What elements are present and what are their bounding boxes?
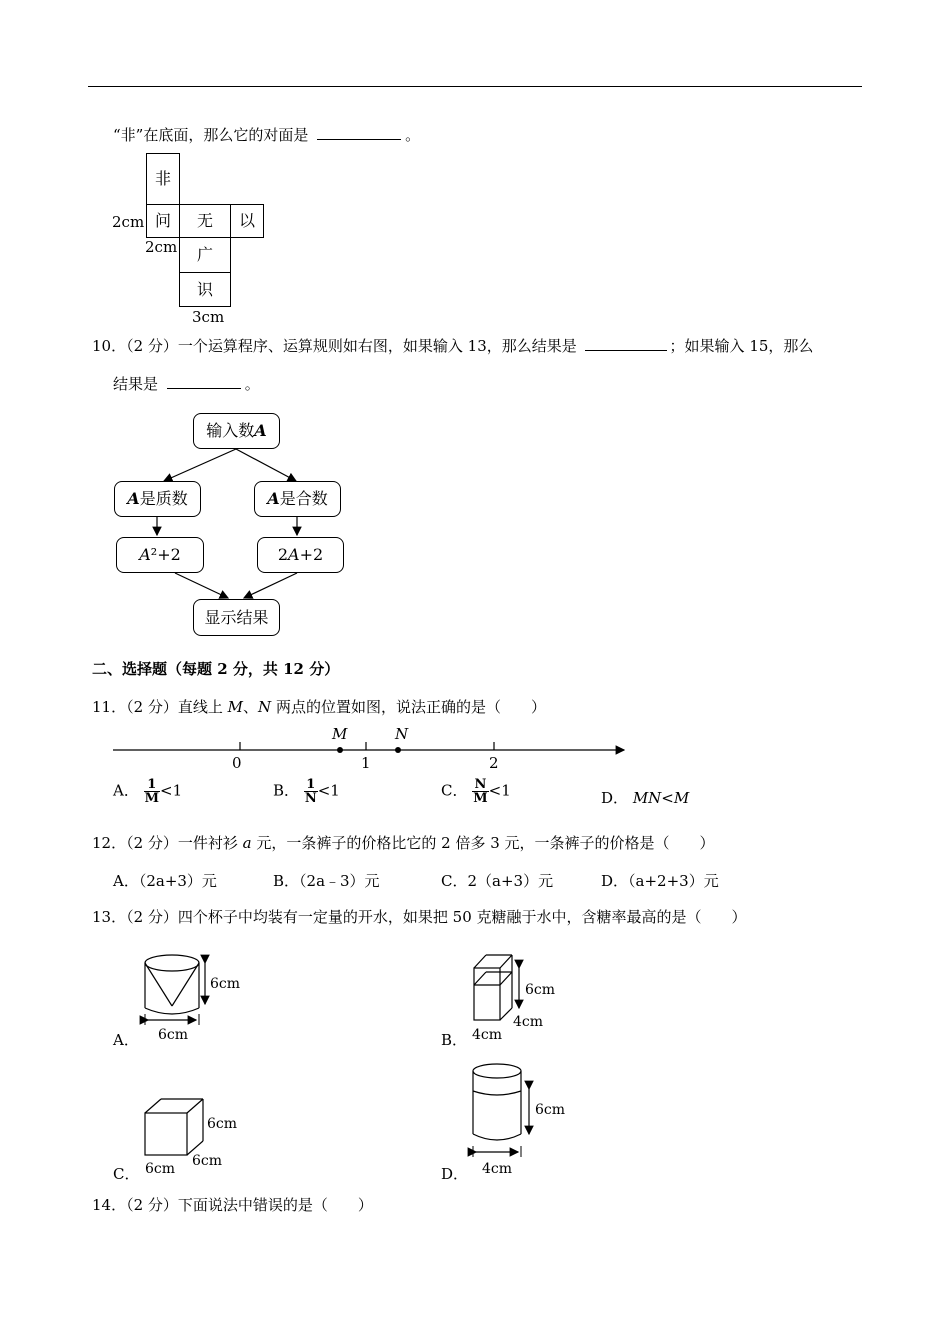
point-M-label: M (332, 725, 348, 743)
q10-line2: 结果是 。 (113, 375, 260, 393)
cup-a-height: 6cm (210, 976, 241, 992)
q11-option-a[interactable]: A． $\frac{1}{M}$ <1 (113, 777, 183, 806)
q11-option-d[interactable]: D． MN<M (601, 789, 690, 807)
q14-stem: 14．（2 分）下面说法中错误的是（ ） (92, 1196, 373, 1214)
q12-option-d[interactable]: D．（a+2+3）元 (601, 872, 719, 890)
net-dim-left: 2cm (112, 213, 145, 231)
flow-prime-box: A是质数 (114, 481, 201, 517)
net-dim-under: 2cm (145, 238, 178, 256)
q12-option-a[interactable]: A．（2a+3）元 (113, 872, 217, 890)
q11-stem: 11．（2 分）直线上 M、N 两点的位置如图，说法正确的是（ ） (92, 698, 546, 716)
tick-label-1: 1 (361, 754, 371, 772)
cup-c-height: 6cm (207, 1116, 238, 1132)
cup-b-height: 6cm (525, 982, 556, 998)
q13-option-d[interactable]: D． (441, 1165, 469, 1183)
section-2-title: 二、选择题（每题 2 分，共 12 分） (92, 660, 340, 678)
cup-d-height: 6cm (535, 1102, 566, 1118)
net-cell-wen: 问 (146, 204, 180, 238)
point-N-label: N (395, 725, 409, 743)
cup-b-depth: 4cm (513, 1014, 544, 1030)
net-cell-fei: 非 (146, 153, 180, 205)
tick-label-2: 2 (489, 754, 499, 772)
q11-option-c[interactable]: C． $\frac{N}{M}$ <1 (441, 777, 511, 806)
flow-composite-box: A是合数 (254, 481, 341, 517)
tick-label-0: 0 (232, 754, 242, 772)
flow-result-box: 显示结果 (193, 599, 280, 636)
q10-line1: 10．（2 分）一个运算程序、运算规则如右图，如果输入 13，那么结果是 ；如果输入 15，那么 (92, 337, 814, 355)
cup-c-width: 6cm (145, 1161, 176, 1177)
net-cell-wu: 无 (179, 204, 231, 238)
cup-c-depth: 6cm (192, 1153, 223, 1169)
cup-d-width: 4cm (482, 1161, 513, 1177)
q12-stem: 12．（2 分）一件衬衫 a 元，一条裤子的价格比它的 2 倍多 3 元，一条裤子的价格是（ ） (92, 834, 715, 852)
q13-stem: 13．（2 分）四个杯子中均装有一定量的开水，如果把 50 克糖融于水中，含糖率最高的是（ ） (92, 908, 747, 926)
q9-line: “非”在底面，那么它的对面是 。 (113, 126, 421, 144)
q13-option-a[interactable]: A． (113, 1031, 139, 1049)
cup-a-width: 6cm (158, 1027, 189, 1043)
net-cell-shi: 识 (179, 272, 231, 307)
net-cell-yi: 以 (230, 204, 264, 238)
net-cell-guang: 广 (179, 237, 231, 273)
q13-option-c[interactable]: C． (113, 1165, 140, 1183)
cup-b-width: 4cm (472, 1027, 503, 1043)
net-dim-bottom: 3cm (192, 308, 225, 326)
q12-option-b[interactable]: B．（2a﹣3）元 (273, 872, 380, 890)
q13-option-b[interactable]: B． (441, 1031, 468, 1049)
q11-option-b[interactable]: B． $\frac{1}{N}$ <1 (273, 777, 340, 806)
q9-text: “非”在底面，那么它的对面是 (113, 126, 309, 144)
flow-input-box: 输入数A (193, 413, 280, 449)
q12-option-c[interactable]: C．2（a+3）元 (441, 872, 554, 890)
flow-prime-op-box: A²+2 (116, 537, 204, 573)
flow-composite-op-box: 2A+2 (257, 537, 344, 573)
